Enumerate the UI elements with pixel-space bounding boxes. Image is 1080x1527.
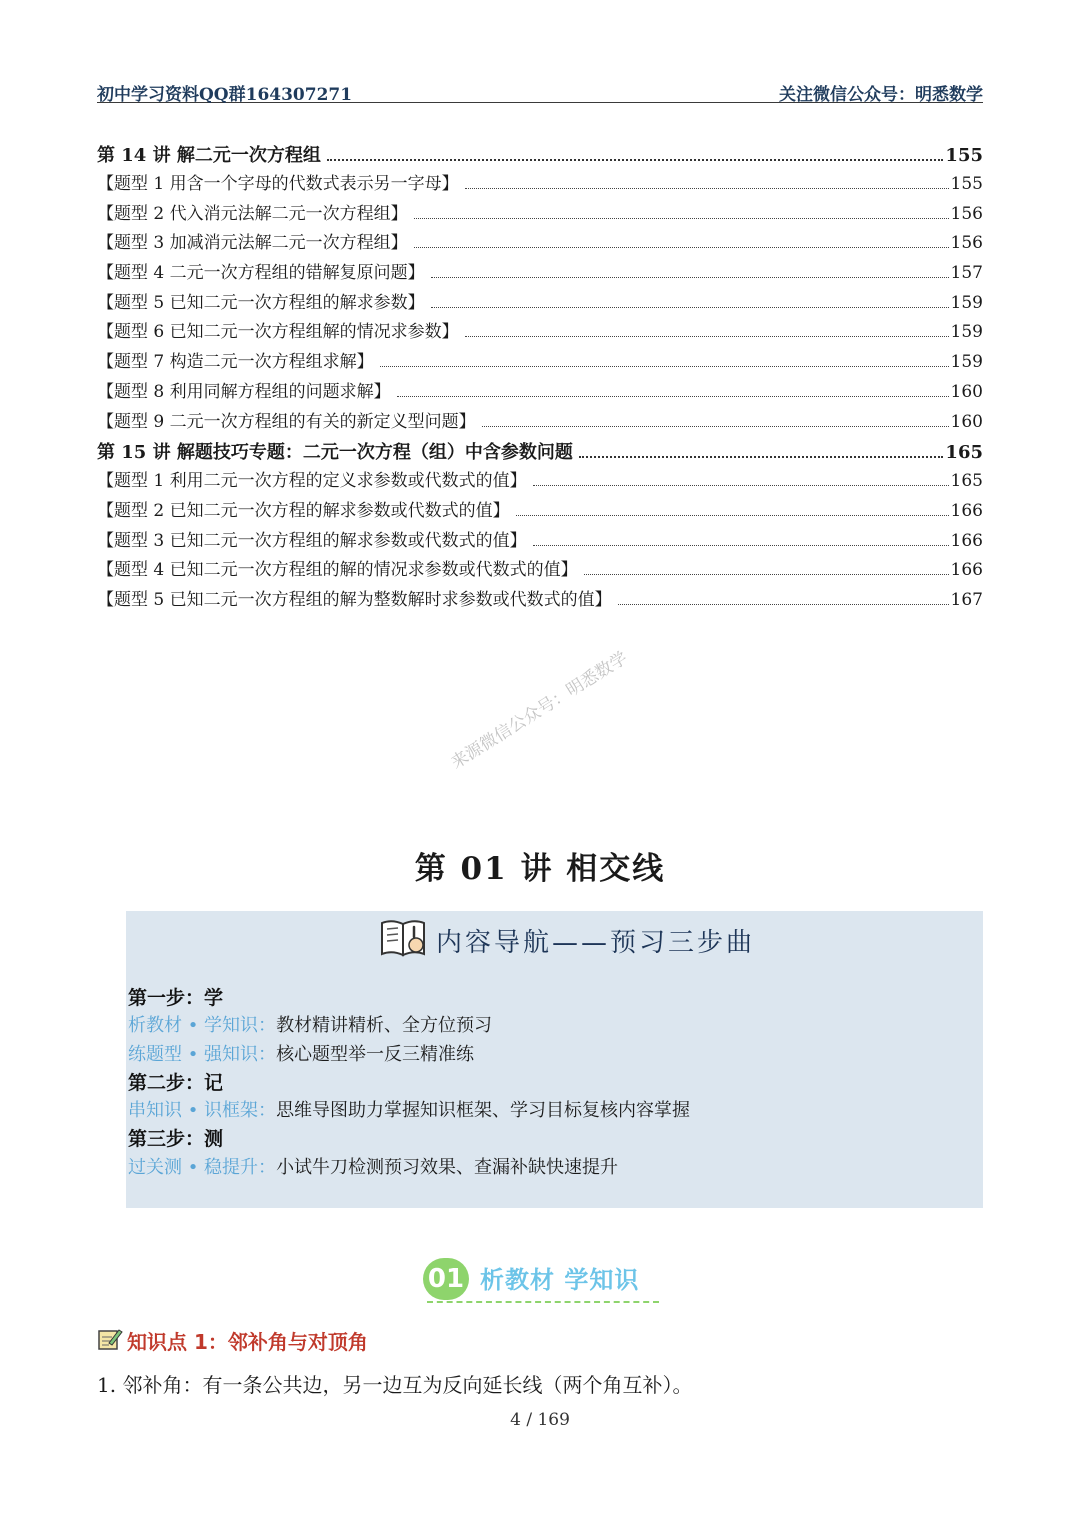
step-3-heading: 第三步：测 [128,1128,224,1151]
toc-dot-leader [465,188,949,189]
table-of-contents [97,140,983,616]
nav-description: 思维导图助力掌握知识框架、学习目标复核内容掌握 [276,1100,691,1122]
notebook-pencil-icon [97,1327,123,1355]
toc-page-number: 166 [950,500,983,521]
toc-dot-leader [327,159,944,161]
toc-entry-title: 【题型 3 已知二元一次方程组的解求参数或代数式的值】 [97,530,527,551]
toc-topic-row [97,586,983,616]
toc-page-number: 156 [950,233,983,254]
content-navigation-box [126,911,983,1208]
toc-page-number: 160 [950,381,983,402]
toc-page-number: 165 [945,442,983,464]
nav-highlight: 串知识 • 识框架： [128,1100,277,1122]
knowledge-point-label: 知识点 1：邻补角与对顶角 [127,1330,368,1354]
toc-dot-leader [414,218,949,219]
toc-page-number: 157 [950,263,983,284]
toc-entry-title: 【题型 7 构造二元一次方程组求解】 [97,352,374,373]
toc-entry-title: 【题型 5 已知二元一次方程组的解求参数】 [97,292,425,313]
toc-dot-leader [533,485,949,486]
toc-page-number: 166 [950,560,983,581]
toc-entry-title: 【题型 2 代入消元法解二元一次方程组】 [97,203,408,224]
toc-entry-title: 【题型 1 用含一个字母的代数式表示另一字母】 [97,174,459,194]
nav-title: 内容导航——预习三步曲 [436,927,756,958]
toc-dot-leader [397,396,949,397]
toc-entry-title: 【题型 8 利用同解方程组的问题求解】 [97,381,391,402]
nav-highlight: 练题型 • 强知识： [128,1043,277,1065]
step-2-heading: 第二步：记 [128,1071,224,1094]
toc-topic-row [97,170,983,200]
toc-page-number: 167 [950,589,983,610]
toc-topic-row [97,348,983,378]
toc-dot-leader [431,307,949,308]
nav-line-analyze-textbook [128,1012,690,1040]
toc-dot-leader [431,277,949,278]
toc-dot-leader [584,574,949,575]
nav-line-practice [128,1041,690,1069]
toc-page-number: 166 [950,530,983,551]
nav-line-framework [128,1097,690,1125]
toc-entry-title: 【题型 6 已知二元一次方程组解的情况求参数】 [97,322,459,343]
toc-topic-row [97,497,983,527]
toc-topic-row [97,200,983,230]
toc-dot-leader [618,604,949,605]
knowledge-point-heading [97,1326,368,1355]
toc-dot-leader [482,426,949,427]
toc-page-number: 160 [950,411,983,432]
nav-header [378,915,755,965]
toc-entry-title: 【题型 9 二元一次方程组的有关的新定义型问题】 [97,411,476,432]
toc-page-number: 156 [950,203,983,224]
toc-lecture-row [97,438,983,467]
toc-entry-title: 第 14 讲 解二元一次方程组 [97,145,321,166]
toc-topic-row [97,378,983,408]
toc-topic-row [97,556,983,586]
definition-paragraph: 1. 邻补角：有一条公共边，另一边互为反向延长线（两个角互补）。 [97,1373,693,1397]
nav-line-test [128,1154,690,1182]
toc-dot-leader [414,247,949,248]
section-underline [427,1301,659,1303]
section-label: 析教材 学知识 [480,1266,640,1294]
toc-topic-row [97,289,983,319]
toc-topic-row [97,467,983,497]
step-1-heading: 第一步：学 [128,987,224,1009]
toc-topic-row [97,259,983,289]
nav-description: 小试牛刀检测预习效果、查漏补缺快速提升 [276,1156,619,1178]
toc-entry-title: 【题型 1 利用二元一次方程的定义求参数或代数式的值】 [97,471,527,492]
toc-page-number: 159 [950,352,983,373]
toc-page-number: 159 [950,292,983,313]
header-wechat: 关注微信公众号：明悉数学 [779,85,983,105]
lecture-title: 第 01 讲 相交线 [414,851,666,887]
toc-page-number: 165 [950,471,983,492]
toc-dot-leader [380,366,949,367]
toc-dot-leader [465,336,949,337]
toc-entry-title: 【题型 5 已知二元一次方程组的解为整数解时求参数或代数式的值】 [97,589,612,610]
nav-highlight: 析教材 • 学知识： [128,1015,277,1037]
toc-topic-row [97,408,983,438]
nav-steps [128,984,690,1182]
nav-description: 核心题型举一反三精准练 [276,1043,475,1065]
toc-dot-leader [579,456,944,458]
section-badge [423,1258,663,1306]
nav-description: 教材精讲精析、全方位预习 [276,1015,493,1037]
watermark-text: 来源微信公众号：明悉数学 [447,648,632,774]
page-header [97,80,983,103]
toc-entry-title: 【题型 2 已知二元一次方程的解求参数或代数式的值】 [97,500,510,521]
toc-entry-title: 第 15 讲 解题技巧专题：二元一次方程（组）中含参数问题 [97,442,573,464]
toc-entry-title: 【题型 4 二元一次方程组的错解复原问题】 [97,263,425,284]
section-number: 01 [423,1258,469,1300]
header-qq-group: 初中学习资料QQ群164307271 [97,85,353,105]
page-number: 4 / 169 [510,1410,570,1430]
nav-highlight: 过关测 • 稳提升： [128,1156,277,1178]
toc-page-number: 155 [950,174,983,194]
toc-topic-row [97,527,983,557]
toc-topic-row [97,229,983,259]
toc-dot-leader [533,545,949,546]
toc-entry-title: 【题型 4 已知二元一次方程组的解的情况求参数或代数式的值】 [97,560,578,581]
toc-dot-leader [516,515,949,516]
toc-entry-title: 【题型 3 加减消元法解二元一次方程组】 [97,233,408,254]
toc-page-number: 155 [945,145,983,166]
toc-topic-row [97,318,983,348]
toc-lecture-row [97,141,983,170]
book-icon [378,915,432,965]
toc-page-number: 159 [950,322,983,343]
